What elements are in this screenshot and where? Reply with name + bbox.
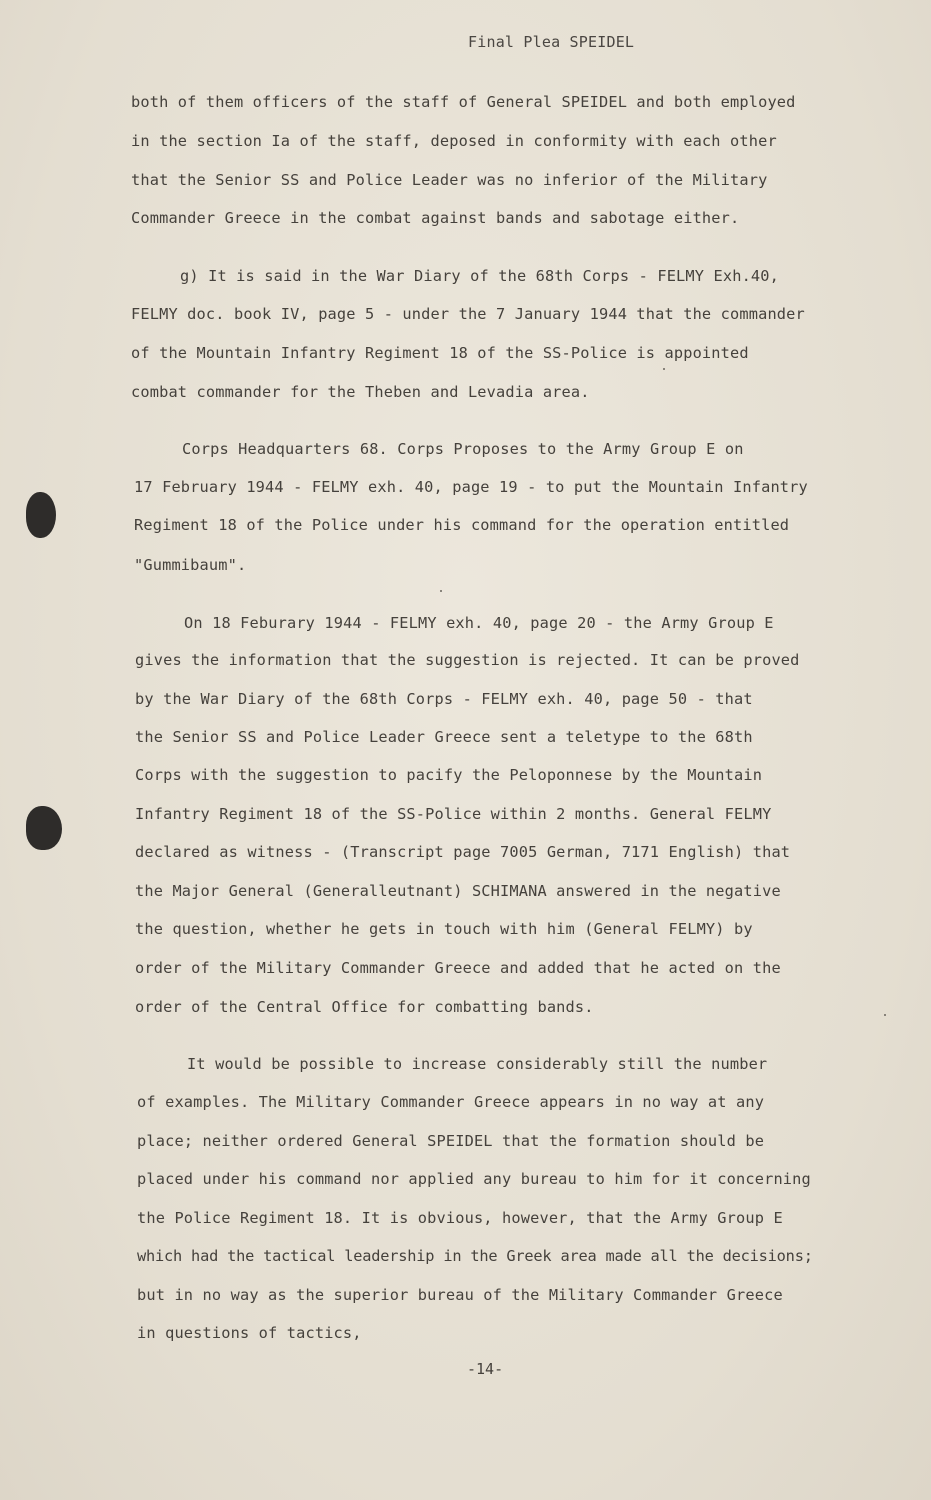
text-line: in questions of tactics, (137, 1324, 362, 1342)
text-line: placed under his command nor applied any bureau to him for it concerning (137, 1170, 811, 1188)
page-header: Final Plea SPEIDEL (468, 33, 635, 51)
text-line: but in no way as the superior bureau of the Military Commander Greece (137, 1286, 783, 1304)
stray-mark (884, 1014, 886, 1016)
page-number: -14- (467, 1360, 504, 1378)
text-line: FELMY doc. book IV, page 5 - under the 7 January 1944 that the commander (131, 305, 805, 323)
text-line: in the section Ia of the staff, deposed in conformity with each other (131, 132, 777, 150)
text-line: 17 February 1944 - FELMY exh. 40, page 19 - to put the Mountain Infantry (134, 478, 808, 496)
text-line: which had the tactical leadership in the Greek area made all the decisions; (137, 1247, 813, 1265)
text-line: "Gummibaum". (134, 556, 247, 574)
text-line: gives the information that the suggestion is rejected. It can be proved (135, 651, 800, 669)
text-line: It would be possible to increase considerably still the number (187, 1055, 768, 1073)
text-line: order of the Central Office for combatting bands. (135, 998, 594, 1016)
text-line: place; neither ordered General SPEIDEL that the formation should be (137, 1132, 765, 1150)
text-line: Commander Greece in the combat against bands and sabotage either. (131, 209, 740, 227)
text-line: both of them officers of the staff of General SPEIDEL and both employed (131, 93, 796, 111)
text-line: Regiment 18 of the Police under his command for the operation entitled (134, 516, 790, 534)
text-line: the question, whether he gets in touch with him (General FELMY) by (135, 920, 753, 938)
text-line: by the War Diary of the 68th Corps - FELMY exh. 40, page 50 - that (135, 690, 753, 708)
punch-hole-bottom (26, 806, 62, 850)
text-line: the Major General (Generalleutnant) SCHIMANA answered in the negative (135, 882, 781, 900)
punch-hole-top (26, 492, 56, 538)
text-line: that the Senior SS and Police Leader was no inferior of the Military (131, 171, 768, 189)
stray-mark (440, 590, 442, 592)
text-line: combat commander for the Theben and Levadia area. (131, 383, 590, 401)
text-line: On 18 Feburary 1944 - FELMY exh. 40, page 20 - the Army Group E (184, 614, 774, 632)
text-line: the Senior SS and Police Leader Greece sent a teletype to the 68th (135, 728, 753, 746)
text-line: of the Mountain Infantry Regiment 18 of the SS-Police is appointed (131, 344, 749, 362)
text-line: g) It is said in the War Diary of the 68th Corps - FELMY Exh.40, (180, 267, 780, 285)
text-line: the Police Regiment 18. It is obvious, however, that the Army Group E (137, 1209, 783, 1227)
text-line: order of the Military Commander Greece and added that he acted on the (135, 959, 781, 977)
stray-mark (663, 368, 665, 370)
text-line: of examples. The Military Commander Greece appears in no way at any (137, 1093, 765, 1111)
text-line: declared as witness - (Transcript page 7005 German, 7171 English) that (135, 843, 791, 861)
text-line: Infantry Regiment 18 of the SS-Police within 2 months. General FELMY (135, 805, 772, 823)
text-line: Corps with the suggestion to pacify the Peloponnese by the Mountain (135, 766, 763, 784)
text-line: Corps Headquarters 68. Corps Proposes to the Army Group E on (182, 440, 744, 458)
